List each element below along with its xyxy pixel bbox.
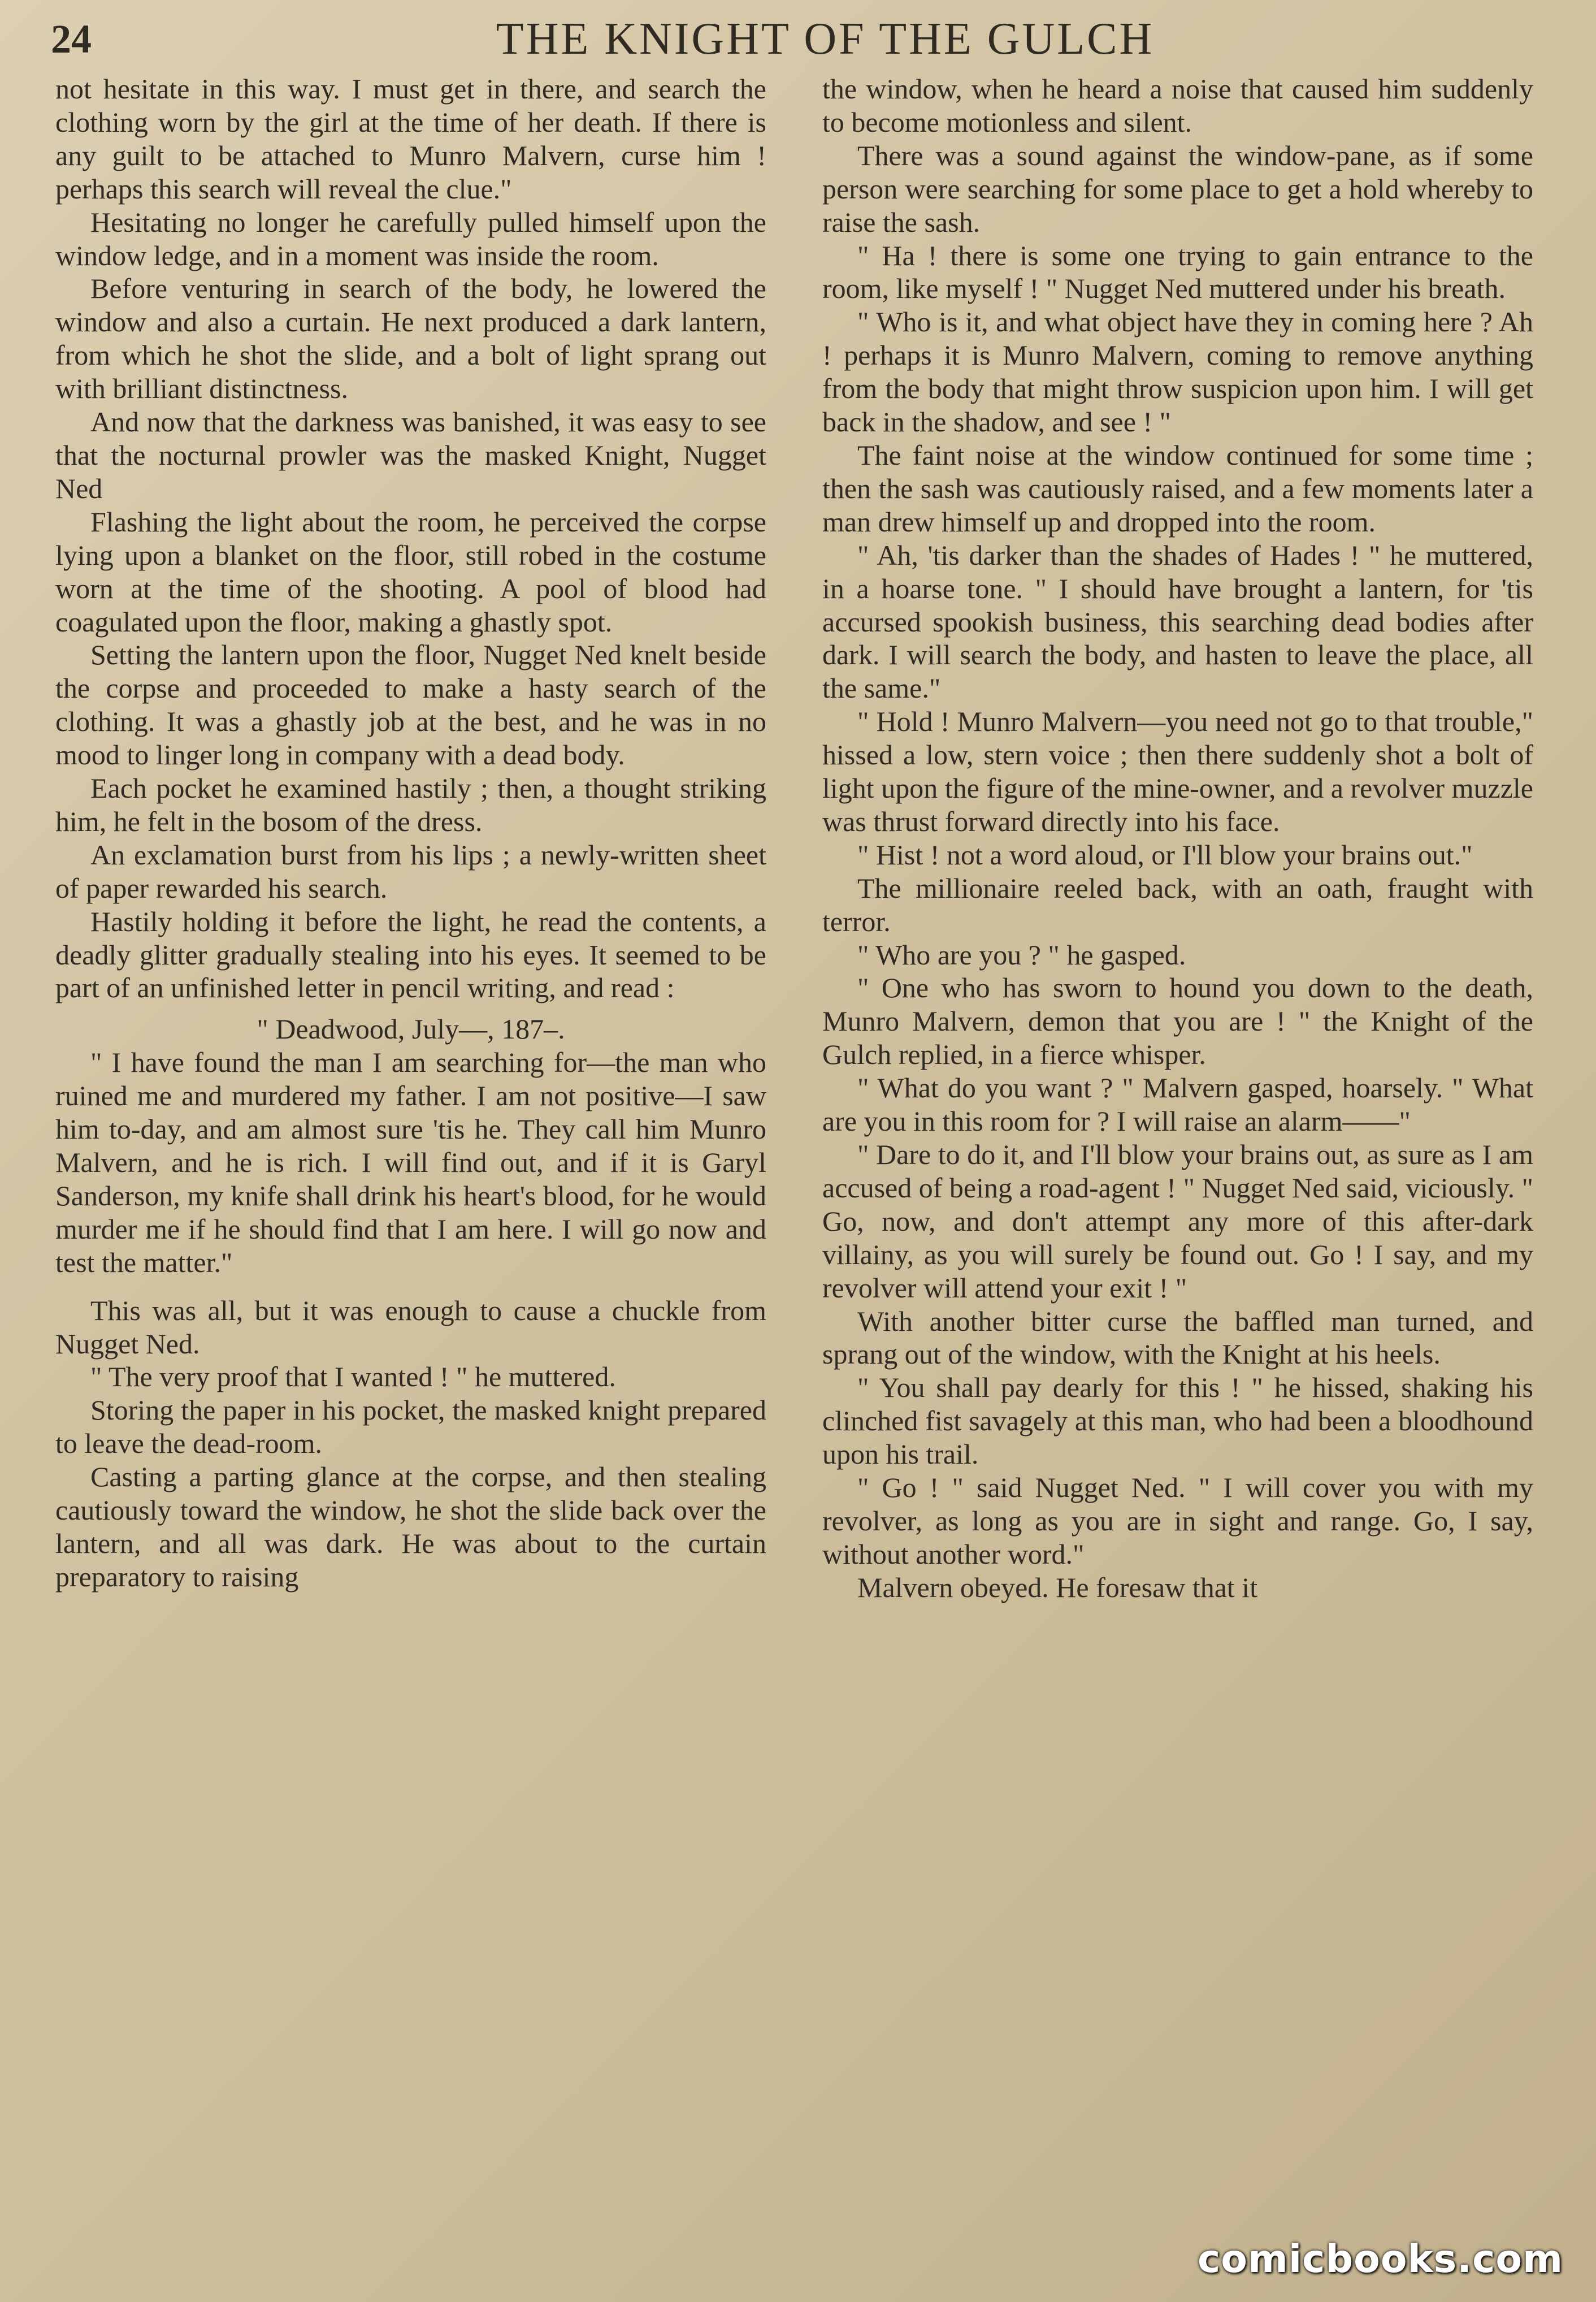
right-text-column [822, 72, 1533, 2221]
page-header [51, 8, 1577, 76]
paragraph: " The very proof that I wanted ! " he muttered. [90, 1361, 616, 1393]
paragraph: " Who are you ? " he gasped. [857, 938, 1186, 971]
paragraph: There was a sound against the window-pane, as if some person were searching for some place to get a hold whereby to raise the sash. [822, 139, 1533, 238]
paragraph: The faint noise at the window continued for some time ; then the sash was cautiously raised, and a few moments later a man drew himself up and dropped into the room. [822, 439, 1533, 538]
paragraph: And now that the darkness was banished, it was easy to see that the nocturnal prowler was the masked Knight, Nugget Ned [55, 406, 766, 504]
running-title: THE KNIGHT OF THE GULCH [496, 14, 1155, 64]
paragraph: Malvern obeyed. He foresaw that it [857, 1571, 1258, 1603]
paragraph: " What do you want ? " Malvern gasped, hoarsely. " What are you in this room for ? I will raise an alarm——" [822, 1072, 1533, 1137]
watermark: comicbooks.com [1197, 2237, 1563, 2282]
paragraph: " Hold ! Munro Malvern—you need not go to that trouble," hissed a low, stern voice ; then there suddenly shot a bolt of light upon the figure of the mine-owner, and a revolver muzzle was thrust forward directly into his face. [822, 706, 1533, 837]
paragraph: Flashing the light about the room, he perceived the corpse lying upon a blanket on the floor, still robed in the costume worn at the time of the shooting. A pool of blood had coagulated upon the floor, making a ghastly spot. [55, 505, 766, 638]
paragraph: Casting a parting glance at the corpse, and then stealing cautiously toward the window, he shot the slide back over the lantern, and all was dark. He was about to the curtain preparatory to raising [55, 1461, 766, 1593]
paragraph: " Go ! " said Nugget Ned. " I will cover you with my revolver, as long as you are in sight and range. Go, I say, without another word." [822, 1472, 1533, 1570]
paragraph: " Ah, 'tis darker than the shades of Hades ! " he muttered, in a hoarse tone. " I should have brought a lantern, for 'tis accursed spookish business, this searching dead bodies after dark. I will search the body, and hasten to leave the place, all the same." [822, 539, 1533, 704]
paragraph: Hesitating no longer he carefully pulled himself upon the window ledge, and in a moment was inside the room. [55, 206, 766, 271]
paragraph: " You shall pay dearly for this ! " he hissed, shaking his clinched fist savagely at this man, who had been a bloodhound upon his trail. [822, 1371, 1533, 1470]
paragraph: Hastily holding it before the light, he read the contents, a deadly glitter gradually stealing into his eyes. It seemed to be part of an unfinished letter in pencil writing, and read : [55, 905, 766, 1004]
paragraph: the window, when he heard a noise that caused him suddenly to become motionless and silent. [822, 73, 1533, 138]
paragraph: " I have found the man I am searching for—the man who ruined me and murdered my father. I am not positive—I saw him to-day, and am almost sure 'tis he. They call him Munro Malvern, and he is rich. I will find out, and if it is Garyl Sanderson, my knife shall drink his heart's blood, for he would murder me if he should find that I am here. I will go now and test the matter." [55, 1046, 766, 1278]
page-number: 24 [51, 16, 92, 62]
paragraph: not hesitate in this way. I must get in there, and search the clothing worn by the girl at the time of her death. If there is any guilt to be attached to Munro Malvern, curse him ! perhaps this search will reveal the clue." [55, 73, 766, 205]
paragraph: " Deadwood, July—, 187–. [257, 1013, 565, 1045]
paragraph: " Who is it, and what object have they in coming here ? Ah ! perhaps it is Munro Malvern, coming to remove anything from the body that might throw suspicion upon him. I will get back in the shadow, and see ! " [822, 306, 1533, 438]
paragraph: Before venturing in search of the body, he lowered the window and also a curtain. He next produced a dark lantern, from which he shot the slide, and a bolt of light sprang out with brilliant distinctness. [55, 272, 766, 405]
paragraph: Storing the paper in his pocket, the masked knight prepared to leave the dead-room. [55, 1394, 766, 1460]
paragraph: " Hist ! not a word aloud, or I'll blow your brains out." [857, 838, 1473, 871]
paragraph: Each pocket he examined hastily ; then, a thought striking him, he felt in the bosom of the dress. [55, 772, 766, 837]
left-text-column [55, 72, 766, 2221]
paragraph: This was all, but it was enough to cause a chuckle from Nugget Ned. [55, 1294, 766, 1360]
paragraph: An exclamation burst from his lips ; a newly-written sheet of paper rewarded his search. [55, 838, 766, 904]
paragraph: " Dare to do it, and I'll blow your brains out, as sure as I am accused of being a road-agent ! " Nugget Ned said, viciously. " Go, now, and don't attempt any more of this after-dark villainy, as you will surely be found out. Go ! I say, and my revolver will attend your exit ! " [822, 1139, 1533, 1304]
paragraph: Setting the lantern upon the floor, Nugget Ned knelt beside the corpse and proceeded to make a hasty search of the clothing. It was a ghastly job at the best, and he was in no mood to linger long in company with a dead body. [55, 639, 766, 771]
paragraph: The millionaire reeled back, with an oath, fraught with terror. [822, 872, 1533, 937]
paragraph: " Ha ! there is some one trying to gain entrance to the room, like myself ! " Nugget Ned muttered under his breath. [822, 239, 1533, 305]
paragraph: " One who has sworn to hound you down to the death, Munro Malvern, demon that you are ! " the Knight of the Gulch replied, in a fierce whisper. [822, 972, 1533, 1071]
paragraph: With another bitter curse the baffled man turned, and sprang out of the window, with the Knight at his heels. [822, 1305, 1533, 1370]
